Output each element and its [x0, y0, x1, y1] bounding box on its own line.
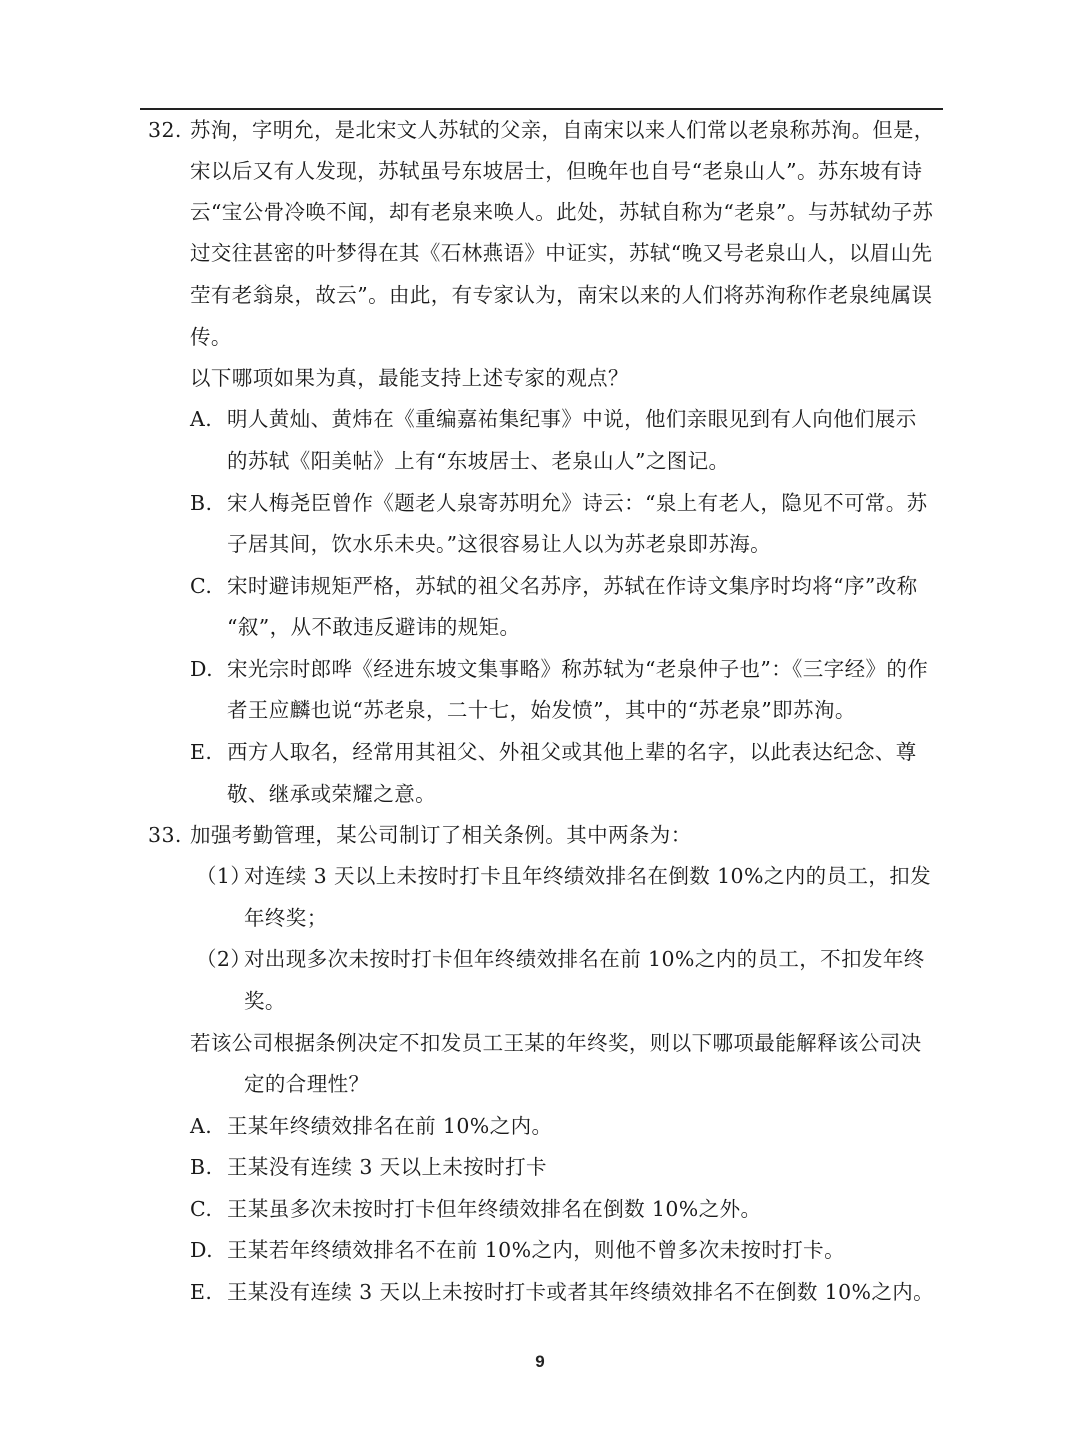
question-stem-line: 加强考勤管理，某公司制订了相关条例。其中两条为： [190, 823, 692, 847]
option-text: 明人黄灿、黄炜在《重编嘉祐集纪事》中说，他们亲眼见到有人向他们展示 [227, 407, 917, 431]
option-text: 宋人梅尧臣曾作《题老人泉寄苏明允》诗云：“泉上有老人，隐见不可常。苏 [227, 491, 928, 515]
option-text: 王某年终绩效排名在前 10%之内。 [227, 1114, 553, 1138]
rule-label: （1） [196, 864, 252, 888]
rule-text: 对出现多次未按时打卡但年终绩效排名在前 10%之内的员工，不扣发年终 [244, 947, 925, 971]
rule-label: （2） [196, 947, 252, 971]
option-text: 王某没有连续 3 天以上未按时打卡或者其年终绩效排名不在倒数 10%之内。 [227, 1280, 934, 1304]
rule-text: 对连续 3 天以上未按时打卡且年终绩效排名在倒数 10%之内的员工，扣发 [244, 864, 932, 888]
question-number: 32. [148, 118, 182, 142]
option-label: C. [190, 574, 213, 598]
question-stem-line: 过交往甚密的叶梦得在其《石林燕语》中证实，苏轼“晚又号老泉山人，以眉山先 [190, 241, 933, 265]
option-label: C. [190, 1197, 213, 1221]
question-stem-line: 云“宝公骨冷唤不闻，却有老泉来唤人。此处，苏轼自称为“老泉”。与苏轼幼子苏 [190, 200, 934, 224]
option-label: B. [190, 1155, 213, 1179]
question-stem-line: 苏洵，字明允，是北宋文人苏轼的父亲，自南宋以来人们常以老泉称苏洵。但是， [190, 118, 935, 142]
option-text: “叙”，从不敢违反避讳的规矩。 [227, 615, 521, 639]
option-text: 宋光宗时郎哗《经进东坡文集事略》称苏轼为“老泉仲子也”：《三字经》的作 [227, 657, 929, 681]
option-text: 子居其间，饮水乐未央。”这很容易让人以为苏老泉即苏海。 [227, 532, 772, 556]
question-prompt: 若该公司根据条例决定不扣发员工王某的年终奖，则以下哪项最能解释该公司决 [190, 1031, 922, 1055]
page-number: 9 [535, 1352, 545, 1371]
option-text: 王某若年终绩效排名不在前 10%之内，则他不曾多次未按时打卡。 [227, 1238, 845, 1262]
option-text: 者王应麟也说“苏老泉，二十七，始发愤”，其中的“苏老泉”即苏洵。 [227, 698, 856, 722]
rule-text: 奖。 [244, 989, 286, 1013]
option-label: E. [190, 1280, 213, 1304]
question-prompt: 定的合理性？ [244, 1072, 370, 1096]
option-text: 西方人取名，经常用其祖父、外祖父或其他上辈的名字，以此表达纪念、尊 [227, 740, 917, 764]
question-prompt: 以下哪项如果为真，最能支持上述专家的观点？ [190, 366, 629, 390]
header-rule [140, 108, 943, 110]
question-stem-line: 宋以后又有人发现，苏轼虽号东坡居士，但晚年也自号“老泉山人”。苏东坡有诗 [190, 159, 923, 183]
option-text: 王某虽多次未按时打卡但年终绩效排名在倒数 10%之外。 [227, 1197, 762, 1221]
question-number: 33. [148, 823, 182, 847]
option-label: D. [190, 1238, 214, 1262]
option-text: 王某没有连续 3 天以上未按时打卡 [227, 1155, 547, 1179]
option-text: 的苏轼《阳美帖》上有“东坡居士、老泉山人”之图记。 [227, 449, 730, 473]
question-stem-line: 茔有老翁泉，故云”。由此，有专家认为，南宋以来的人们将苏洵称作老泉纯属误 [190, 283, 933, 307]
question-stem-line: 传。 [190, 325, 232, 349]
option-label: D. [190, 657, 214, 681]
option-label: A. [190, 1114, 213, 1138]
rule-text: 年终奖； [244, 906, 328, 930]
option-label: E. [190, 740, 213, 764]
option-label: B. [190, 491, 213, 515]
option-text: 宋时避讳规矩严格，苏轼的祖父名苏序，苏轼在作诗文集序时均将“序”改称 [227, 574, 918, 598]
option-label: A. [190, 407, 213, 431]
option-text: 敬、继承或荣耀之意。 [227, 782, 436, 806]
